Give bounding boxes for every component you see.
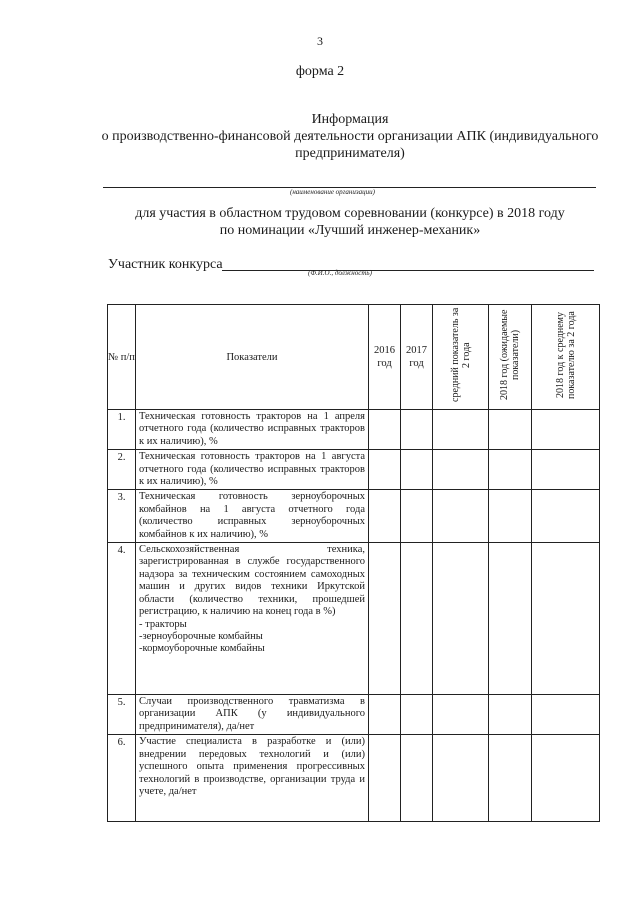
header-average [433,305,489,410]
cell-2018[interactable] [489,410,532,450]
cell-average[interactable] [433,543,489,695]
cell-2018[interactable] [489,450,532,490]
row-indicator: Участие специалиста в разработке и (или) внедрении передовых технологий и (или) успешного опыта применения прогрессивных технологий в производстве, организации труда и учете, да/нет [136,735,369,822]
cell-ratio[interactable] [532,410,600,450]
table-header-row [108,305,600,410]
row-indicator [136,543,369,695]
row-num: 1. [108,410,136,450]
title-line-3: предпринимателя) [295,146,405,161]
cell-2016[interactable] [369,695,401,735]
cell-ratio[interactable] [532,450,600,490]
cell-average[interactable] [433,735,489,822]
cell-2017[interactable] [401,410,433,450]
form-label: форма 2 [295,64,345,79]
cell-2017[interactable] [401,543,433,695]
cell-ratio[interactable] [532,543,600,695]
cell-2017[interactable] [401,450,433,490]
row-num: 5. [108,695,136,735]
cell-2018[interactable] [489,695,532,735]
header-ratio [532,305,600,410]
cell-average[interactable] [433,410,489,450]
cell-ratio[interactable] [532,695,600,735]
table-row [108,410,600,450]
table-row [108,735,600,822]
cell-average[interactable] [433,450,489,490]
cell-2017[interactable] [401,490,433,543]
row-indicator: Техническая готовность тракторов на 1 августа отчетного года (количество исправных тракторов к их наличию), % [136,450,369,490]
sub-item-tractors: - тракторы [139,618,187,630]
header-ratio-text: 2018 год к среднему показателю за 2 года [554,311,577,399]
row-indicator-text: Сельскохозяйственная техника, зарегистрированная в службе государственного надзора за техническим состоянием самоходных машин и других видов техники Иркутской области (количество техники, прошедшей регистрацию, к наличию на конец года в %) [139,544,365,618]
sub-item-forage-harvesters: -кормоуборочные комбайны [139,643,265,655]
row-num: 6. [108,735,136,822]
cell-2016[interactable] [369,410,401,450]
participant-caption: (Ф.И.О., должность) [308,269,372,277]
header-2018-text: 2018 год (ожидаемые показатели) [499,309,521,401]
title-line-1: Информация [311,112,389,127]
table-row [108,543,600,695]
table-row [108,695,600,735]
row-indicator: Случаи производственного травматизма в организации АПК (у индивидуального предпринимателя), да/нет [136,695,369,735]
cell-average[interactable] [433,695,489,735]
organization-caption: (наименование организации) [290,188,375,196]
row-indicator: Техническая готовность тракторов на 1 апреля отчетного года (количество исправных тракторов к их наличию), % [136,410,369,450]
header-indicators: Показатели [136,305,369,410]
header-2017: 2017 год [401,305,433,410]
table-row [108,450,600,490]
purpose-line-1: для участия в областном трудовом соревновании (конкурсе) в 2018 году [135,206,565,221]
page-number: 3 [317,34,323,48]
row-num: 3. [108,490,136,543]
cell-2018[interactable] [489,543,532,695]
row-num: 2. [108,450,136,490]
cell-ratio[interactable] [532,490,600,543]
cell-2017[interactable] [401,735,433,822]
cell-2016[interactable] [369,450,401,490]
cell-2018[interactable] [489,490,532,543]
sub-item-grain-harvesters: -зерноуборочные комбайны [139,630,263,642]
participant-label: Участник конкурса [108,257,223,272]
cell-2016[interactable] [369,490,401,543]
header-2018 [489,305,532,410]
header-num: № п/п [108,305,136,410]
cell-2018[interactable] [489,735,532,822]
cell-ratio[interactable] [532,735,600,822]
document-title [60,111,640,162]
header-2016: 2016 год [369,305,401,410]
cell-2017[interactable] [401,695,433,735]
title-line-2: о производственно-финансовой деятельности организации АПК (индивидуального [101,129,599,144]
table-row [108,490,600,543]
row-num: 4. [108,543,136,695]
cell-average[interactable] [433,490,489,543]
cell-2016[interactable] [369,735,401,822]
indicators-table [107,304,600,822]
cell-2016[interactable] [369,543,401,695]
purpose-text [60,205,640,239]
row-indicator: Техническая готовность зерноуборочных комбайнов на 1 августа отчетного года (количество исправных зерноуборочных комбайнов к их наличию), % [136,490,369,543]
purpose-line-2: по номинации «Лучший инженер-механик» [219,223,481,238]
header-average-text: средний показатель за 2 года [449,307,472,403]
participant-name-line[interactable] [222,270,594,271]
